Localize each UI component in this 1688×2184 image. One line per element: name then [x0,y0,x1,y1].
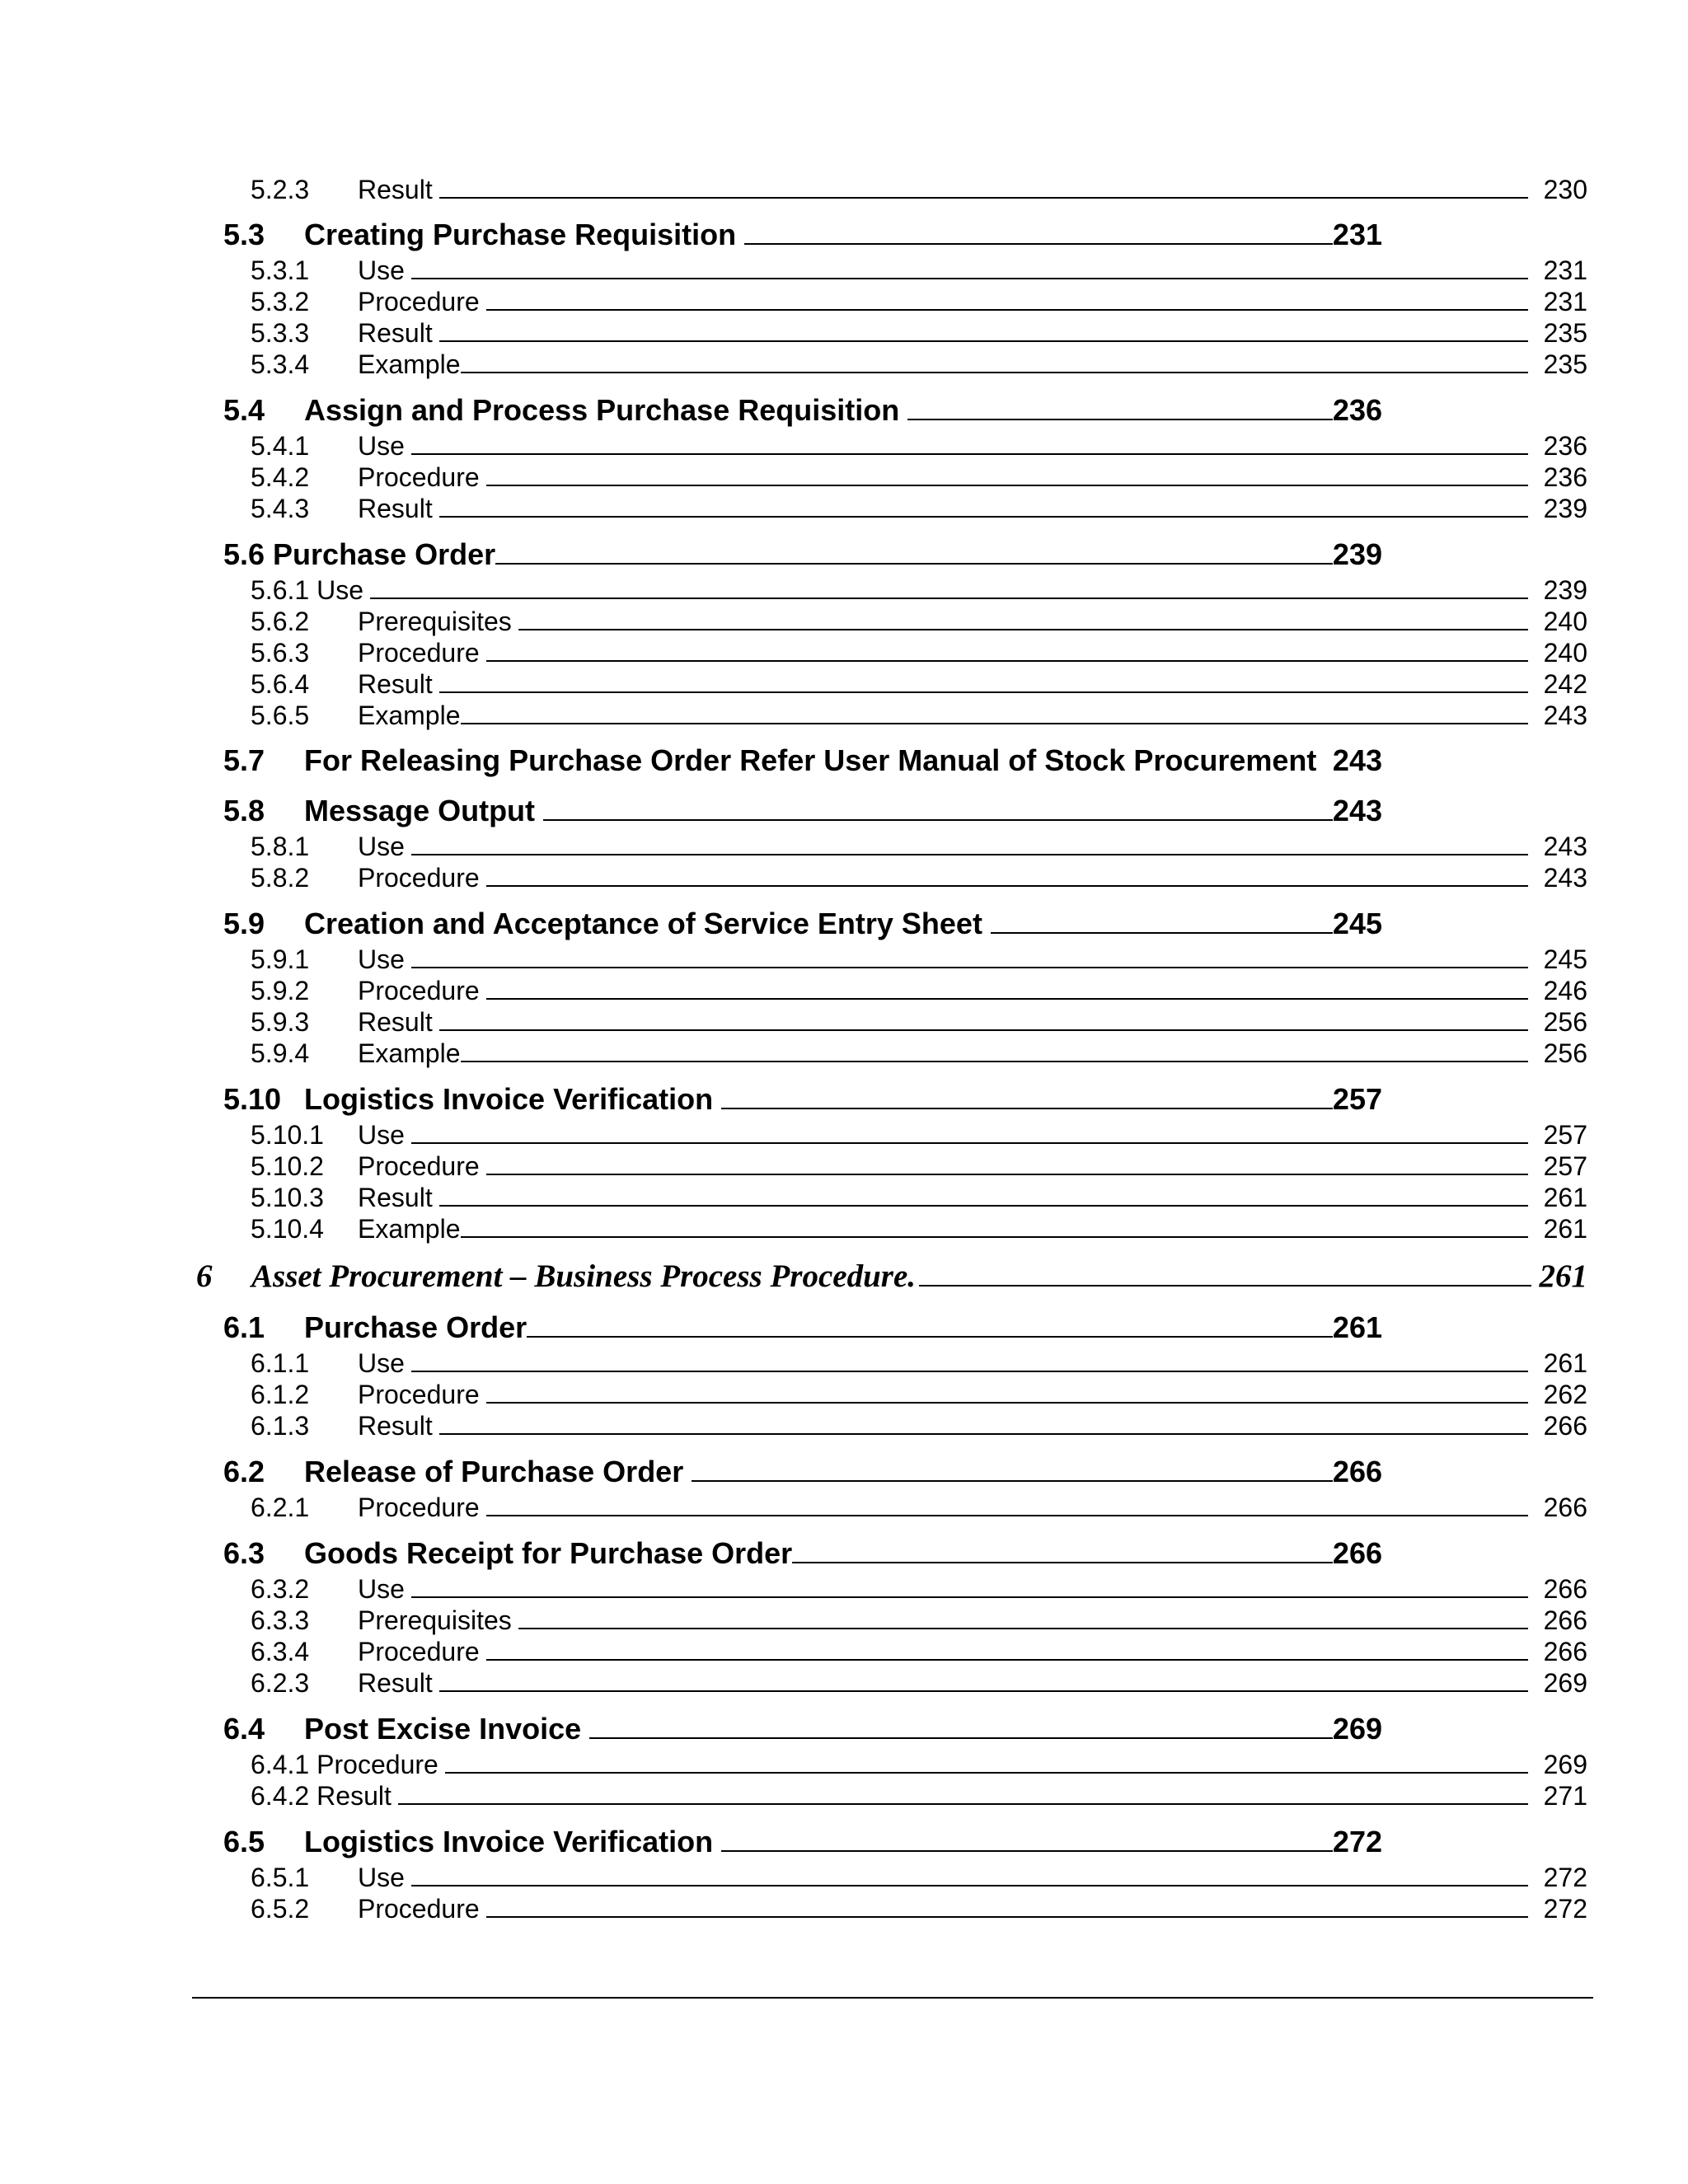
toc-entry-title: Result [358,494,433,523]
toc-entry-number: 6.3.3 [251,1605,310,1635]
toc-leader-line [411,278,1528,279]
toc-page-number: 266 [1543,1493,1587,1522]
toc-page-number: 239 [1543,494,1587,523]
toc-page-number: 257 [1543,1151,1587,1181]
toc-leader-line [486,1659,1528,1661]
toc-leader-line [411,1885,1528,1886]
toc-page-number: 231 [1332,218,1382,251]
toc-leader-line [721,1108,1333,1109]
toc-page-number: 261 [1543,1348,1587,1378]
toc-entry-title: Result [358,318,433,348]
toc-page-number: 242 [1543,669,1587,699]
toc-subentry[interactable] [251,494,1587,524]
toc-page-number: 230 [1543,175,1587,204]
toc-entry-number: 5.8.1 [251,832,310,861]
toc-page-number: 245 [1332,907,1382,940]
toc-entry-title: Post Excise Invoice [304,1712,582,1746]
toc-section-entry[interactable] [223,537,1382,572]
toc-page-number: 246 [1543,976,1587,1005]
toc-leader-line [411,854,1528,855]
toc-entry-title: Use [316,575,364,605]
toc-subentry[interactable] [251,318,1587,349]
toc-subentry[interactable] [251,1894,1587,1924]
toc-entry-number: 6.3 [223,1536,265,1570]
toc-entry-number: 6.1.1 [251,1348,310,1378]
toc-entry-number: 5.3.1 [251,255,310,285]
toc-subentry[interactable] [251,944,1587,975]
toc-section-entry[interactable] [223,393,1382,428]
toc-page-number: 266 [1543,1637,1587,1666]
toc-leader-line [486,1916,1528,1918]
toc-page-number: 272 [1332,1825,1382,1858]
toc-entry-number: 5.6.2 [251,607,310,636]
toc-page-number: 261 [1543,1183,1587,1212]
toc-entry-title: Procedure [358,287,480,316]
toc-section-entry[interactable] [223,1712,1382,1746]
toc-page-number: 239 [1543,575,1587,605]
toc-entry-number: 5.10.4 [251,1214,324,1244]
toc-leader-line [411,1142,1528,1144]
toc-page-number: 236 [1543,431,1587,461]
toc-entry-title: Example [358,1214,461,1244]
toc-entry-title: Use [358,1574,405,1604]
toc-page-number: 266 [1543,1411,1587,1441]
toc-entry-title: Example [358,349,461,379]
toc-leader-line [411,967,1528,968]
toc-entry-number: 5.6.3 [251,638,310,668]
toc-subentry[interactable] [251,1214,1587,1244]
toc-entry-number: 6.4.1 [251,1750,310,1779]
toc-entry-title: Procedure [358,1637,480,1666]
toc-leader-line [486,1402,1528,1404]
toc-entry-number: 6 [196,1258,213,1294]
toc-subentry[interactable] [251,255,1587,286]
toc-leader-line [721,1850,1333,1852]
toc-page-number: 266 [1332,1536,1382,1570]
toc-entry-title: Logistics Invoice Verification [304,1825,714,1858]
toc-page-number: 231 [1543,255,1587,285]
toc-subentry[interactable] [251,1038,1587,1069]
toc-entry-title: Use [358,1863,405,1892]
toc-page-number: 243 [1543,701,1587,730]
toc-subentry[interactable] [251,349,1587,380]
toc-page-number: 240 [1543,607,1587,636]
toc-leader-line [461,1061,1529,1062]
toc-page-number: 240 [1543,638,1587,668]
toc-leader-line [486,309,1528,311]
toc-page-number: 256 [1543,1007,1587,1037]
toc-leader-line [486,885,1528,887]
toc-leader-line [527,1336,1333,1338]
toc-entry-number: 5.2.3 [251,175,310,204]
toc-section-entry[interactable] [223,794,1382,828]
toc-entry-title: Procedure [358,638,480,668]
toc-page-number: 269 [1543,1668,1587,1698]
toc-leader-line [411,1596,1528,1598]
toc-leader-line [461,723,1529,724]
toc-entry-title: Prerequisites [358,1605,512,1635]
toc-entry-number: 5.6 [223,537,265,571]
toc-page-number: 257 [1543,1120,1587,1150]
toc-leader-line [461,372,1529,373]
toc-subentry[interactable] [251,1151,1587,1182]
toc-entry-title: Result [358,1411,433,1441]
toc-subentry[interactable] [251,976,1587,1006]
toc-page-number: 245 [1543,944,1587,974]
toc-subentry[interactable] [251,287,1587,317]
toc-entry-number: 5.3.4 [251,349,310,379]
toc-entry-number: 5.6.4 [251,669,310,699]
toc-entry-title: Goods Receipt for Purchase Order [304,1536,793,1570]
toc-entry-title: Result [358,669,433,699]
toc-leader-line [439,197,1528,199]
toc-entry-title: Purchase Order [304,1310,528,1344]
toc-subentry[interactable] [251,1007,1587,1038]
toc-page-number: 269 [1332,1712,1382,1746]
toc-leader-line [411,1371,1528,1372]
toc-subentry[interactable] [251,1120,1587,1151]
toc-entry-number: 6.4 [223,1712,265,1746]
toc-page-number: 256 [1543,1038,1587,1068]
toc-entry-number: 5.10.2 [251,1151,324,1181]
toc-entry-title: Assign and Process Purchase Requisition [304,393,900,427]
toc-subentry[interactable] [251,1380,1587,1410]
toc-subentry[interactable] [251,669,1587,700]
toc-entry-number: 5.9.4 [251,1038,310,1068]
toc-section-entry[interactable] [223,1082,1382,1117]
toc-subentry[interactable] [251,1605,1587,1636]
toc-page-number: 269 [1543,1750,1587,1779]
toc-subentry[interactable] [251,175,1587,205]
toc-subentry[interactable] [251,1348,1587,1379]
toc-leader-line [445,1772,1528,1774]
toc-entry-title: Result [358,1007,433,1037]
toc-leader-line [439,1029,1528,1031]
toc-entry-title: For Releasing Purchase Order Refer User Manual of Stock Procurement [304,743,1317,777]
toc-entry-number: 5.10.3 [251,1183,324,1212]
toc-entry-title: Use [358,255,405,285]
toc-page-number: 257 [1332,1082,1382,1116]
toc-page-number: 243 [1543,863,1587,893]
toc-leader-line [439,1205,1528,1207]
toc-subentry[interactable] [251,1781,1587,1811]
toc-leader-line [370,598,1528,599]
toc-entry-title: Procedure [316,1750,438,1779]
toc-leader-line [907,419,1333,420]
toc-entry-title: Message Output [304,794,536,827]
toc-entry-number: 5.7 [223,743,265,777]
toc-entry-number: 5.10 [223,1082,282,1116]
toc-leader-line [486,1174,1528,1175]
toc-entry-number: 6.3.4 [251,1637,310,1666]
toc-entry-title: Procedure [358,1493,480,1522]
toc-leader-line [486,1515,1528,1516]
toc-page-number: 261 [1332,1310,1382,1344]
toc-entry-title: Procedure [358,1151,480,1181]
toc-subentry[interactable] [251,638,1587,668]
toc-leader-line [589,1737,1333,1739]
toc-entry-title: Purchase Order [273,537,496,571]
toc-leader-line [439,1433,1528,1435]
toc-entry-title: Use [358,944,405,974]
toc-subentry[interactable] [251,1863,1587,1893]
toc-leader-line [486,998,1528,1000]
toc-entry-number: 5.8.2 [251,863,310,893]
toc-subentry[interactable] [251,701,1587,731]
toc-entry-title: Use [358,832,405,861]
toc-entry-number: 5.9.3 [251,1007,310,1037]
toc-leader-line [792,1562,1333,1563]
toc-entry-number: 6.2 [223,1455,265,1488]
toc-entry-number: 6.1 [223,1310,265,1344]
toc-section-entry[interactable] [223,1825,1382,1859]
toc-subentry[interactable] [251,1493,1587,1523]
toc-page-number: 261 [1539,1258,1587,1294]
toc-leader-line [991,932,1333,934]
toc-subentry[interactable] [251,1183,1587,1213]
toc-page-number: 243 [1543,832,1587,861]
toc-page-number: 235 [1543,318,1587,348]
toc-entry-title: Logistics Invoice Verification [304,1082,714,1116]
toc-leader-line [398,1803,1528,1805]
toc-section-entry[interactable] [223,1455,1382,1489]
toc-page-number: 271 [1543,1781,1587,1811]
toc-page-number: 266 [1543,1574,1587,1604]
toc-entry-number: 5.9.1 [251,944,310,974]
toc-leader-line [543,819,1333,821]
toc-entry-title: Procedure [358,462,480,492]
toc-subentry[interactable] [251,607,1587,637]
toc-leader-line [495,563,1333,565]
toc-entry-title: Use [358,1120,405,1150]
toc-leader-line [439,691,1528,693]
toc-entry-number: 5.4.3 [251,494,310,523]
toc-entry-number: 6.3.2 [251,1574,310,1604]
toc-entry-title: Example [358,701,461,730]
toc-leader-line [744,243,1333,245]
toc-entry-title: Result [358,175,433,204]
toc-entry-number: 5.8 [223,794,265,827]
toc-leader-line [486,485,1528,486]
toc-entry-title: Example [358,1038,461,1068]
toc-leader-line [486,660,1528,662]
toc-section-entry[interactable] [223,1310,1382,1345]
toc-page-number: 262 [1543,1380,1587,1409]
footer-rule [192,1997,1593,1999]
toc-page-number: 272 [1543,1894,1587,1924]
toc-leader-line [692,1480,1333,1482]
toc-subentry[interactable] [251,1668,1587,1699]
toc-entry-number: 6.2.3 [251,1668,310,1698]
toc-entry-title: Use [358,431,405,461]
toc-leader-line [439,340,1528,342]
toc-subentry[interactable] [251,1411,1587,1441]
toc-subentry[interactable] [251,1637,1587,1667]
toc-entry-number: 5.6.5 [251,701,310,730]
toc-entry-number: 6.2.1 [251,1493,310,1522]
toc-section-entry[interactable] [223,1536,1382,1571]
toc-leader-line [439,516,1528,518]
toc-entry-title: Result [358,1183,433,1212]
toc-entry-number: 5.4 [223,393,265,427]
toc-page-number: 266 [1332,1455,1382,1488]
toc-subentry[interactable] [251,832,1587,862]
toc-leader-line [919,1285,1531,1286]
toc-subentry[interactable] [251,431,1587,462]
toc-entry-title: Result [316,1781,392,1811]
toc-entry-title: Procedure [358,863,480,893]
toc-entry-title: Procedure [358,1894,480,1924]
toc-section-entry[interactable] [223,907,1382,941]
toc-entry-number: 5.4.2 [251,462,310,492]
toc-page-number: 272 [1543,1863,1587,1892]
toc-entry-number: 5.3.2 [251,287,310,316]
toc-entry-number: 5.4.1 [251,431,310,461]
toc-entry-number: 5.3 [223,218,265,251]
toc-entry-title: Creating Purchase Requisition [304,218,737,251]
toc-subentry[interactable] [251,1750,1587,1780]
toc-leader-line [461,1236,1529,1238]
toc-subentry[interactable] [251,863,1587,893]
toc-entry-title: Prerequisites [358,607,512,636]
toc-page-number: 266 [1543,1605,1587,1635]
toc-entry-number: 6.4.2 [251,1781,310,1811]
toc-section-entry[interactable] [223,218,1382,252]
toc-entry-title: Release of Purchase Order [304,1455,684,1488]
toc-entry-title: Procedure [358,1380,480,1409]
toc-page-number: 235 [1543,349,1587,379]
toc-entry-title: Asset Procurement – Business Process Procedure. [251,1258,917,1294]
toc-entry-number: 6.1.2 [251,1380,310,1409]
toc-page-number: 231 [1543,287,1587,316]
toc-subentry[interactable] [251,1574,1587,1605]
toc-leader-line [411,453,1528,455]
toc-entry-number: 5.9.2 [251,976,310,1005]
toc-chapter-entry[interactable] [196,1258,1587,1295]
toc-entry-number: 5.9 [223,907,265,940]
toc-leader-line [518,1628,1528,1629]
toc-entry-title: Use [358,1348,405,1378]
toc-leader-line [518,629,1528,630]
toc-page-number: 243 [1332,794,1382,827]
toc-section-entry[interactable] [223,743,1382,778]
toc-entry-number: 5.6.1 [251,575,310,605]
toc-entry-number: 5.3.3 [251,318,310,348]
toc-entry-number: 6.5 [223,1825,265,1858]
toc-entry-title: Result [358,1668,433,1698]
toc-page-number: 236 [1543,462,1587,492]
toc-entry-title: Procedure [358,976,480,1005]
toc-entry-number: 6.1.3 [251,1411,310,1441]
toc-page-number: 243 [1332,743,1382,777]
toc-entry-number: 6.5.2 [251,1894,310,1924]
toc-page-number: 261 [1543,1214,1587,1244]
toc-page-number: 236 [1332,393,1382,427]
toc-entry-title: Creation and Acceptance of Service Entry Sheet [304,907,982,940]
toc-subentry[interactable] [251,575,1587,606]
toc-entry-number: 6.5.1 [251,1863,310,1892]
toc-page-number: 239 [1332,537,1382,571]
toc-subentry[interactable] [251,462,1587,493]
toc-leader-line [439,1690,1528,1692]
toc-entry-number: 5.10.1 [251,1120,324,1150]
